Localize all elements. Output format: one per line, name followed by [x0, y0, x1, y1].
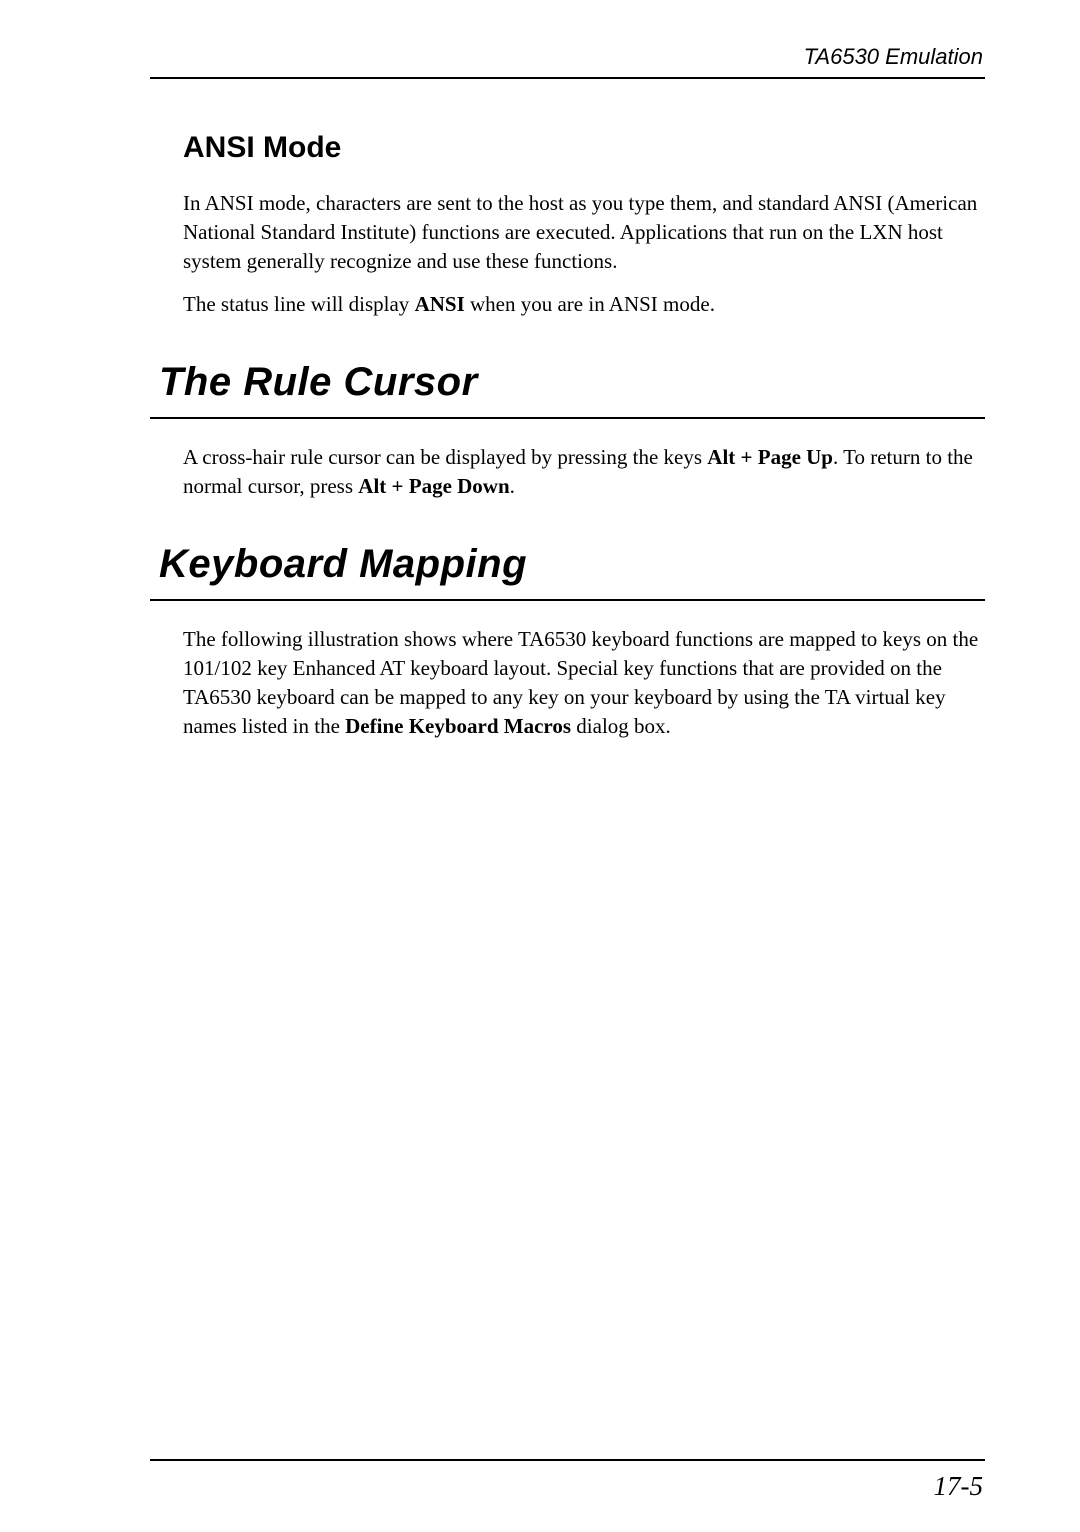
keyboard-mapping-heading: Keyboard Mapping	[159, 542, 528, 586]
section-keyboard-mapping	[150, 541, 985, 741]
rule-cursor-heading: The Rule Cursor	[159, 360, 478, 404]
rule-cursor-paragraph: A cross-hair rule cursor can be displayed by pressing the keys Alt + Page Up. To return to the normal cursor, press Alt + Page Down.	[183, 445, 973, 498]
keyboard-mapping-rule	[150, 599, 985, 601]
ansi-mode-heading: ANSI Mode	[183, 131, 342, 164]
section-rule-cursor	[150, 359, 985, 501]
header-title: TA6530 Emulation	[803, 44, 983, 69]
ansi-mode-paragraph-2: The status line will display ANSI when you are in ANSI mode.	[183, 292, 715, 316]
page-header	[150, 0, 985, 79]
header-rule	[150, 77, 985, 79]
page-content	[150, 0, 985, 741]
page-number: 17-5	[933, 1471, 983, 1501]
keyboard-mapping-paragraph: The following illustration shows where TA6530 keyboard functions are mapped to keys on the 101/102 key Enhanced AT keyboard layout. Special key functions that are provided on the TA6530 keyboard can be mapped to any key on your keyboard by using the TA virtual key names listed in the Define Keyboard Macros dialog box.	[183, 627, 979, 738]
ansi-mode-paragraph-1: In ANSI mode, characters are sent to the host as you type them, and standard ANSI (American National Standard Institute) functions are executed. Applications that run on the LXN host system generally recognize and use these functions.	[183, 191, 978, 273]
page-footer	[150, 1459, 985, 1502]
section-ansi-mode	[150, 131, 985, 319]
rule-cursor-rule	[150, 417, 985, 419]
